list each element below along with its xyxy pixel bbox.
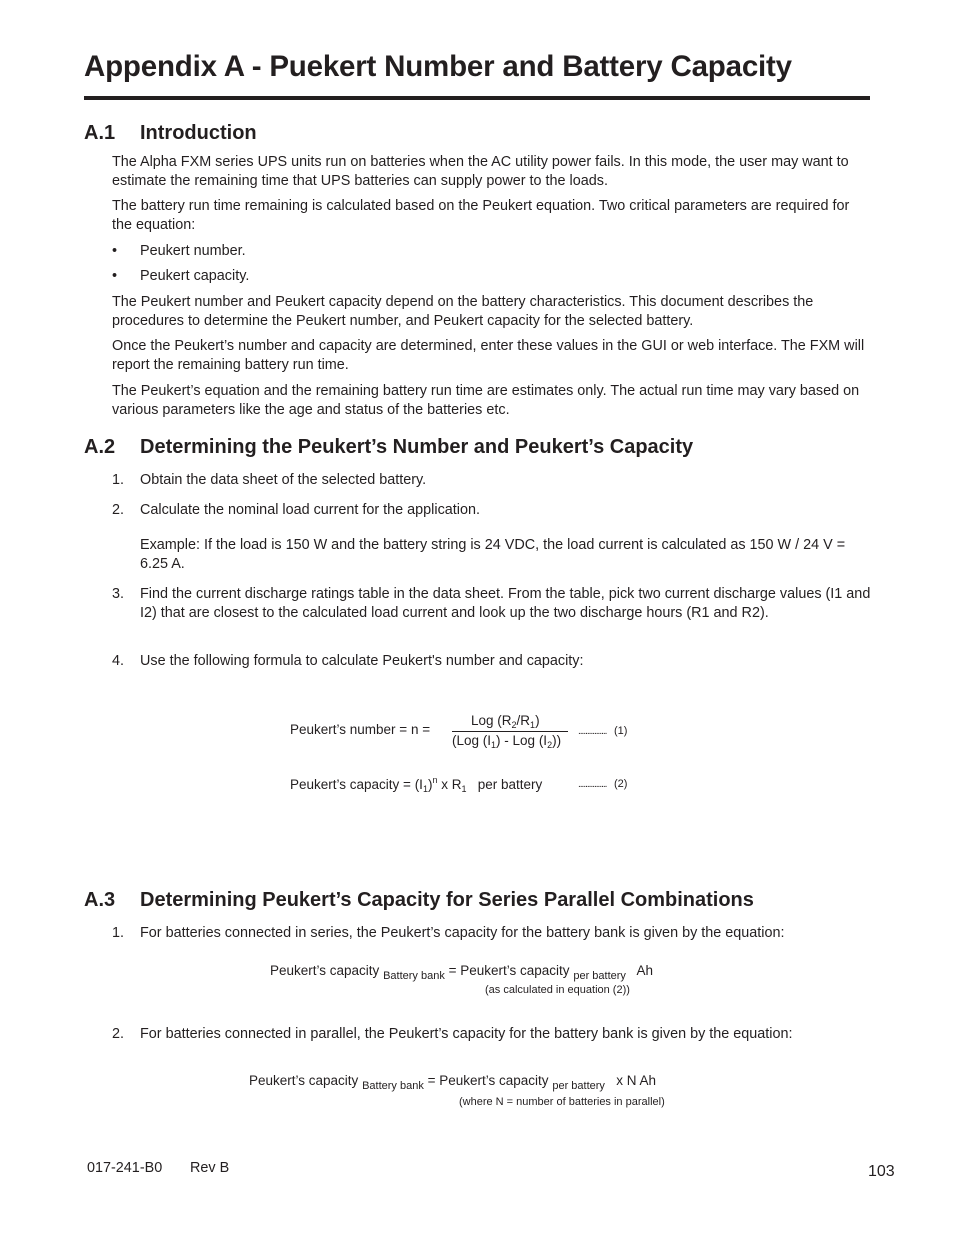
- step-item: [112, 652, 872, 671]
- parallel-equation: Peukert’s capacity $_{Battery bank}$ = Peukert’s capacity $_{per battery}$ x N Ah: [249, 1073, 656, 1092]
- formula-2-ref: (2): [614, 778, 628, 790]
- section-number: A.1: [84, 122, 116, 144]
- title-rule: [84, 96, 870, 100]
- formula-1-lhs: Peukert’s number = n =: [290, 722, 431, 737]
- section-number: A.2: [84, 436, 116, 458]
- step-number: 1.: [112, 472, 125, 488]
- parallel-step: [112, 1025, 872, 1044]
- section-heading-a1: [84, 122, 257, 145]
- formula-1-ref: (1): [614, 725, 628, 737]
- step-item: [112, 471, 872, 490]
- footer-doc-number: 017-241-B0: [87, 1160, 163, 1176]
- step-text: Use the following formula to calculate Peukert's number and capacity:: [140, 653, 584, 669]
- section-title: Determining Peukert’s Capacity for Series Parallel Combinations: [140, 889, 754, 911]
- step-text: Calculate the nominal load current for the application.: [140, 502, 480, 518]
- section-title: Introduction: [140, 122, 257, 144]
- step-number: 2.: [112, 1026, 125, 1042]
- page-title: Appendix A - Puekert Number and Battery Capacity: [84, 50, 792, 83]
- formula-1-numerator: Log $(R_2/R_1)$: [471, 713, 540, 730]
- step-text: For batteries connected in parallel, the Peukert’s capacity for the battery bank is given by the equation:: [140, 1026, 793, 1042]
- fraction-bar: [452, 731, 568, 732]
- step-number: 2.: [112, 502, 125, 518]
- step-number: 3.: [112, 586, 125, 602]
- step-text: For batteries connected in series, the Peukert’s capacity for the battery bank is given by the equation:: [140, 925, 785, 941]
- intro-paragraph-1: The Alpha FXM series UPS units run on batteries when the AC utility power fails. In this mode, the user may want to estimate the remaining time that UPS batteries can supply power to the loads.: [112, 154, 849, 189]
- series-equation: Peukert’s capacity $_{Battery bank}$ = Peukert’s capacity $_{per battery}$ Ah: [270, 963, 653, 982]
- step-example: [112, 536, 872, 574]
- parallel-note: (where N = number of batteries in parallel): [459, 1096, 665, 1108]
- bullet-text: Peukert number.: [140, 243, 246, 259]
- intro-paragraph-5: The Peukert’s equation and the remaining battery run time are estimates only. The actual run time may vary based on various parameters like the age and status of the batteries etc.: [112, 383, 860, 418]
- bullet-text: Peukert capacity.: [140, 268, 250, 284]
- section-heading-a3: [84, 889, 754, 912]
- series-step: [112, 924, 872, 943]
- step-item: [112, 585, 872, 623]
- formula-2: Peukert’s capacity = $(I_1)^n$ x $R_1$ per battery: [290, 775, 543, 794]
- step-text: Find the current discharge ratings table in the data sheet. From the table, pick two current discharge values (I1 and I2) that are closest to the calculated load current and look up the two discharge hours (R1 and R2).: [140, 586, 871, 621]
- intro-paragraph-2: The battery run time remaining is calculated based on the Peukert equation. Two critical parameters are required for the equation:: [112, 198, 850, 233]
- page-number: 103: [868, 1163, 895, 1180]
- step-text: Example: If the load is 150 W and the battery string is 24 VDC, the load current is calculated as 150 W / 24 V = 6.25 A.: [140, 537, 846, 572]
- step-item: [112, 501, 872, 520]
- formula-1-leader: ................: [578, 726, 607, 737]
- step-number: 4.: [112, 653, 125, 669]
- intro-paragraph-3: The Peukert number and Peukert capacity depend on the battery characteristics. This document describes the procedures to determine the Peukert number, and Peukert capacity for the selected battery.: [112, 294, 814, 329]
- formula-1-denominator: (Log $(I_1)$ - Log $(I_2)$): [452, 733, 562, 750]
- section-title: Determining the Peukert’s Number and Peukert’s Capacity: [140, 436, 694, 458]
- step-text: Obtain the data sheet of the selected battery.: [140, 472, 427, 488]
- series-note: (as calculated in equation (2)): [485, 984, 630, 996]
- section-heading-a2: [84, 436, 693, 459]
- bullet-dot: •: [112, 243, 118, 259]
- formula-2-leader: ................: [578, 779, 607, 790]
- section-number: A.3: [84, 889, 116, 911]
- intro-paragraph-4: Once the Peukert’s number and capacity are determined, enter these values in the GUI or web interface. The FXM will report the remaining battery run time.: [112, 338, 865, 373]
- footer-revision: Rev B: [190, 1160, 230, 1176]
- bullet-dot: •: [112, 268, 118, 284]
- step-number: 1.: [112, 925, 125, 941]
